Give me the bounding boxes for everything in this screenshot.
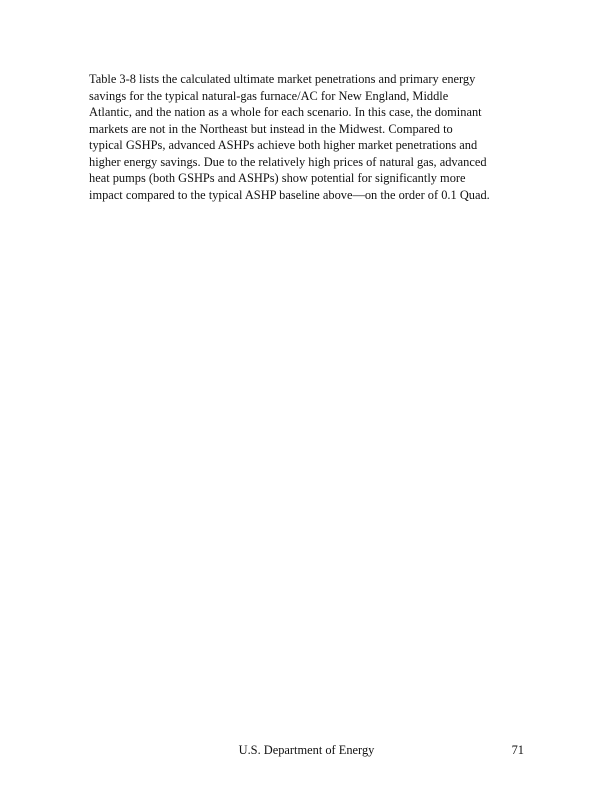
- page-number: 71: [511, 743, 524, 757]
- paragraph-line: higher energy savings. Due to the relatively high prices of natural gas, advanced: [89, 154, 487, 169]
- footer-organization: U.S. Department of Energy: [238, 743, 375, 757]
- page-footer: [89, 741, 524, 759]
- paragraph-line: heat pumps (both GSHPs and ASHPs) show potential for significantly more: [89, 171, 466, 185]
- paragraph-line: savings for the typical natural-gas furnace/AC for New England, Middle: [89, 88, 449, 103]
- paragraph-line: typical GSHPs, advanced ASHPs achieve both higher market penetrations and: [89, 138, 478, 152]
- paragraph-line: impact compared to the typical ASHP baseline above—on the order of 0.1 Quad.: [89, 187, 490, 202]
- body-paragraph: [89, 71, 529, 203]
- paragraph-line: markets are not in the Northeast but instead in the Midwest. Compared to: [89, 121, 453, 136]
- paragraph-line: Table 3-8 lists the calculated ultimate market penetrations and primary energy: [89, 72, 476, 86]
- paragraph-line: Atlantic, and the nation as a whole for each scenario. In this case, the dominant: [89, 105, 482, 119]
